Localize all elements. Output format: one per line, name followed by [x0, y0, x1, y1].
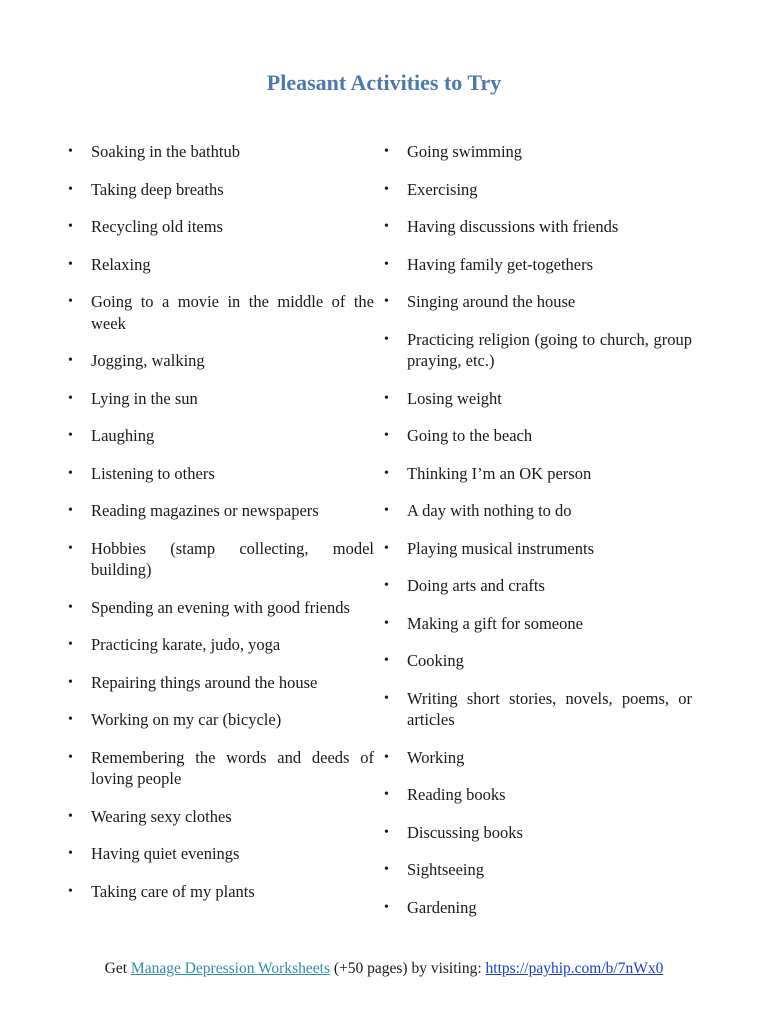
page-title: Pleasant Activities to Try	[266, 70, 502, 95]
list-item-text: Reading books	[407, 785, 506, 804]
bullet-icon: •	[384, 181, 389, 197]
list-item	[382, 179, 692, 201]
list-item-text: Repairing things around the house	[91, 672, 318, 692]
list-item-text: Playing musical instruments	[407, 538, 594, 558]
list-item	[382, 463, 692, 485]
bullet-icon: •	[68, 465, 73, 481]
list-item-text: Soaking in the bathtub	[91, 142, 240, 161]
bullet-icon: •	[384, 219, 389, 234]
bullet-icon: •	[68, 390, 73, 406]
list-item-text: Spending an evening with good friends	[91, 597, 350, 617]
payhip-url-link[interactable]: https://payhip.com/b/7nWx0	[485, 960, 664, 977]
bullet-icon: •	[384, 862, 389, 877]
list-item-text: Going to a movie in the middle of the week	[91, 292, 374, 333]
list-item	[66, 634, 374, 656]
list-item	[382, 575, 692, 597]
bullet-icon: •	[384, 578, 389, 593]
bullet-icon: •	[384, 787, 389, 802]
bullet-icon: •	[68, 256, 73, 272]
list-item	[382, 613, 692, 635]
list-item	[66, 216, 374, 238]
list-item	[66, 806, 374, 828]
list-item-text: Taking care of my plants	[91, 881, 255, 901]
list-item	[66, 672, 374, 694]
list-item	[382, 500, 692, 522]
bullet-icon: •	[68, 353, 73, 368]
list-item-text: Taking deep breaths	[91, 179, 224, 199]
list-item	[382, 141, 692, 163]
footer	[0, 960, 768, 978]
bullet-icon: •	[68, 294, 73, 309]
bullet-icon: •	[384, 331, 389, 347]
list-item-text: Making a gift for someone	[407, 613, 583, 633]
list-item-text: Working on my car (bicycle)	[91, 710, 282, 729]
list-item	[66, 141, 374, 163]
list-item-text: Reading magazines or newspapers	[91, 501, 319, 520]
list-item	[66, 463, 374, 485]
list-item	[382, 329, 692, 372]
list-item-text: Going swimming	[407, 142, 523, 161]
bullet-icon: •	[68, 808, 73, 824]
list-item	[66, 881, 374, 903]
list-item-text: Recycling old items	[91, 217, 223, 236]
list-item	[382, 388, 692, 410]
bullet-icon: •	[68, 428, 73, 443]
list-item	[382, 784, 692, 806]
bullet-icon: •	[384, 749, 389, 765]
bullet-icon: •	[384, 428, 389, 443]
bullet-icon: •	[384, 615, 389, 631]
list-item	[382, 897, 692, 919]
list-item	[66, 350, 374, 372]
list-item	[66, 425, 374, 447]
list-item	[66, 291, 374, 334]
bullet-icon: •	[384, 144, 389, 159]
list-item-text: Working	[407, 747, 465, 767]
footer-middle: (+50 pages) by visiting:	[333, 960, 482, 977]
bullet-icon: •	[384, 653, 389, 668]
list-item	[66, 254, 374, 276]
list-item-text: Having quiet evenings	[91, 844, 240, 863]
bullet-icon: •	[68, 144, 73, 159]
bullet-icon: •	[68, 540, 73, 556]
list-item	[66, 843, 374, 865]
list-item-text: Discussing books	[407, 822, 523, 842]
list-item-text: Laughing	[91, 426, 155, 445]
list-item-text: Thinking I’m an OK person	[407, 463, 592, 483]
list-item-text: Remembering the words and deeds of loving people	[91, 747, 374, 788]
list-item-text: Losing weight	[407, 388, 502, 408]
list-item-text: Relaxing	[91, 254, 151, 274]
bullet-icon: •	[68, 599, 73, 615]
list-item-text: Lying in the sun	[91, 388, 198, 408]
list-item	[382, 747, 692, 769]
list-item	[382, 859, 692, 881]
bullet-icon: •	[68, 181, 73, 197]
list-item	[382, 425, 692, 447]
bullet-icon: •	[68, 846, 73, 861]
bullet-icon: •	[384, 294, 389, 309]
list-item	[66, 597, 374, 619]
list-item-text: Cooking	[407, 651, 464, 670]
list-item	[382, 291, 692, 313]
list-item-text: Listening to others	[91, 463, 215, 483]
list-item-text: Sightseeing	[407, 860, 484, 879]
bullet-icon: •	[68, 883, 73, 899]
list-item	[382, 688, 692, 731]
list-item-text: Practicing religion (going to church, group praying, etc.)	[407, 329, 692, 370]
list-item-text: Going to the beach	[407, 426, 533, 445]
worksheets-link[interactable]: Manage Depression Worksheets	[130, 960, 330, 977]
list-item-text: A day with nothing to do	[407, 501, 572, 520]
bullet-icon: •	[384, 465, 389, 481]
list-item-text: Singing around the house	[407, 292, 576, 311]
list-item-text: Exercising	[407, 179, 478, 199]
list-item-text: Jogging, walking	[91, 351, 205, 370]
list-item-text: Hobbies (stamp collecting, model building)	[91, 538, 374, 579]
bullet-icon: •	[384, 690, 389, 706]
bullet-icon: •	[68, 637, 73, 652]
list-item	[382, 650, 692, 672]
list-item	[66, 747, 374, 790]
list-item-text: Having family get-togethers	[407, 254, 594, 274]
bullet-icon: •	[384, 390, 389, 406]
activities-list-left	[66, 141, 374, 918]
bullet-icon: •	[384, 824, 389, 840]
list-item	[66, 388, 374, 410]
list-item-text: Gardening	[407, 897, 477, 917]
list-item	[382, 538, 692, 560]
list-item-text: Wearing sexy clothes	[91, 806, 232, 826]
list-item	[66, 709, 374, 731]
bullet-icon: •	[384, 256, 389, 272]
bullet-icon: •	[384, 899, 389, 915]
list-item-text: Practicing karate, judo, yoga	[91, 635, 281, 654]
list-item-text: Writing short stories, novels, poems, or articles	[407, 688, 692, 729]
bullet-icon: •	[384, 503, 389, 518]
list-item	[382, 216, 692, 238]
list-item	[382, 822, 692, 844]
bullet-icon: •	[68, 219, 73, 234]
footer-prefix: Get	[104, 960, 128, 977]
bullet-icon: •	[68, 674, 73, 690]
activities-list-right	[382, 141, 692, 934]
list-item	[66, 500, 374, 522]
bullet-icon: •	[384, 540, 389, 556]
list-item	[66, 179, 374, 201]
list-item-text: Doing arts and crafts	[407, 576, 545, 595]
list-item	[66, 538, 374, 581]
bullet-icon: •	[68, 749, 73, 765]
list-item-text: Having discussions with friends	[407, 217, 619, 236]
bullet-icon: •	[68, 503, 73, 518]
list-item	[382, 254, 692, 276]
bullet-icon: •	[68, 712, 73, 727]
